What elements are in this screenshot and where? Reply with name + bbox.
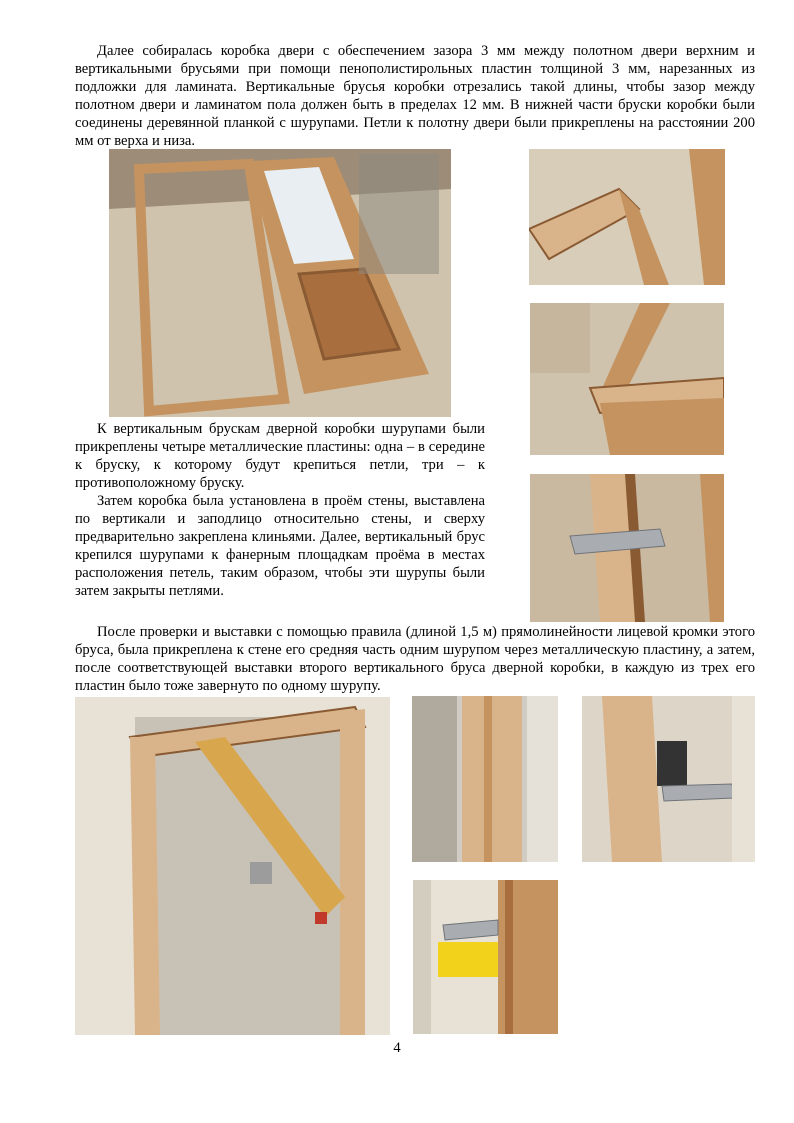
paragraph-alignment: После проверки и выставки с помощью правила (длиной 1,5 м) прямолинейности лицевой кромки этого бруса, была прикреплена к стене его средняя часть одним шурупом через металлическую пластину, а затем, после соответствующей выставки второго вертикального бруса дверной коробки, в каждую из трех его пластин было тоже завернуто по одному шурупу.: [75, 624, 755, 694]
photo-plate-anchored-to-wall: [582, 696, 755, 862]
page-number: 4: [393, 1040, 401, 1056]
photo-installed-frame-in-wall: [75, 697, 390, 1035]
photo-frame-bottom-plank: [530, 303, 724, 455]
photo-metal-plate-on-frame: [530, 474, 724, 622]
photo-plate-with-yellow-wedge: [413, 880, 558, 1034]
paragraph-intro: Далее собиралась коробка двери с обеспечением зазора 3 мм между полотном двери верхним и вертикальными брусьями при помощи пенополистирольных пластин толщиной 3 мм, нарезанных из подложки для ламината. Вертикальные брусья коробки отрезались такой длины, чтобы зазор между полотном двери и ламинатом пола должен быть в пределах 12 мм. В нижней части бруски коробки были соединены деревянной планкой с шурупами. Петли к полотну двери были прикреплены на расстоянии 200 мм от верха и низа.: [75, 43, 755, 149]
photo-frame-and-door-on-floor: [109, 149, 451, 417]
photo-frame-vertical-closeup: [412, 696, 558, 862]
paragraph-installation: Затем коробка была установлена в проём стены, выставлена по вертикали и заподлицо относительно стены, и сверху предварительно закреплена клиньями. Далее, вертикальный брус крепился шурупами к фанерным площадкам проёма в местах расположения петель, таким образом, чтобы эти шурупы были затем закрыты петлями.: [75, 493, 485, 599]
photo-frame-top-corner: [529, 149, 725, 285]
paragraph-metal-plates: К вертикальным брускам дверной коробки шурупами были прикреплены четыре металлические пластины: одна – в середине к бруску, к которому будут крепиться петли, три – к противоположному бруску.: [75, 421, 485, 491]
